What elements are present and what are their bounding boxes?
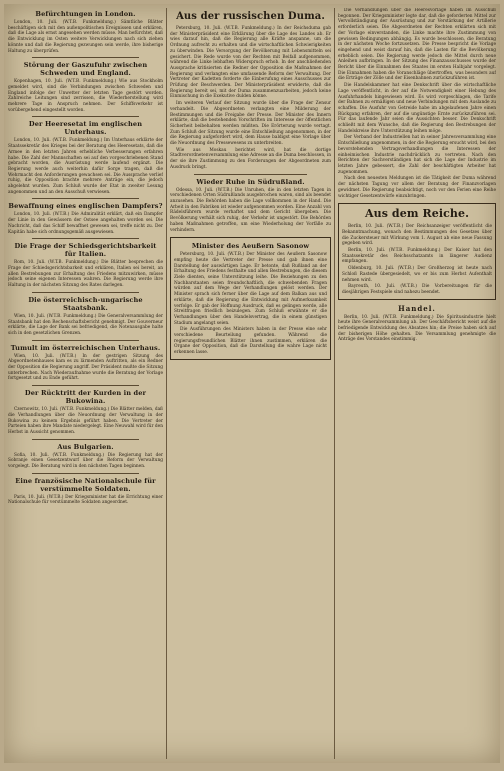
article-heading: Tumult im österreichischen Unterhaus. (10, 343, 161, 352)
article-text: Petersburg, 10. Juli. (W.T.B.) Der Minister des Aeußern Sasonow empfing heute die Vertreter der Presse und gab ihnen eine Darstellung der auswärtigen Lage. Er betonte, daß Rußland an der Erhaltung des Friedens festhalte und allen Bestrebungen, die diesem Ziele dienten, seine Unterstützung leihe. Die Beziehungen zu den Nachbarstaaten seien freundschaftlich, die schwebenden Fragen würden auf dem Wege der Verhandlungen gelöst werden. Der Minister sprach sich ferner über die Lage auf dem Balkan aus und erklärte, daß die Regierung die Entwicklung mit Aufmerksamkeit verfolge. Er gab der Hoffnung Ausdruck, daß es gelingen werde, alle Streitfragen friedlich beizulegen. Zum Schluß erwähnte er die Verhandlungen über den Handelsvertrag, die in einem günstigen Stadium angelangt seien. (174, 252, 327, 326)
article-text: Oldenburg, 10. Juli. (W.T.B.) Der Großherzog ist heute nach Schloß Rastede übergesiedelt, wo er bis zum Herbst Aufenthalt nehmen wird. (342, 266, 492, 283)
article-text: Berlin, 10. Juli. (W.T.B. Funkmeldung.) Die Spiritusindustrie hielt heute ihre Generalversammlung ab. Der Geschäftsbericht weist auf die befriedigende Entwicklung des Absatzes hin; die Preise haben sich auf der bisherigen Höhe gehalten. Die Versammlung genehmigte die Anträge des Vorstandes einstimmig. (338, 314, 496, 343)
article-text: Petersburg, 10. Juli. (W.T.B. Funkmeldung.) In der Reichsduma gab der Ministerpräsident eine Erklärung über die Lage des Landes ab. Er wies darauf hin, daß die Regierung alle Kräfte anspanne, um die Ordnung aufrecht zu erhalten und die wirtschaftlichen Schwierigkeiten zu überwinden. Die Versorgung der Bevölkerung mit Lebensmitteln sei gesichert. Die Rede wurde von der Rechten mit Beifall aufgenommen, während die Linke lebhaften Widerspruch erhob. In der anschließenden Aussprache kritisierten die Redner der Opposition die Maßnahmen der Regierung und verlangten eine umfassende Reform der Verwaltung. Der Vertreter der Kadetten forderte die Einberufung eines Ausschusses zur Prüfung der Beschwerden. Der Ministerpräsident erwiderte, daß die Regierung bereit sei, mit der Duma zusammenzuarbeiten, jedoch keine Einmischung in die Exekutive dulden könne. (170, 26, 331, 100)
article-text: Bayreuth, 10. Juli. (W.T.B.) Die Vorbereitungen für die diesjährigen Festspiele sind nahezu beendet. (342, 284, 492, 295)
article-heading: Bewaffnung eines englischen Dampfers? (8, 202, 163, 211)
article-text: Odessa, 10. Juli. (W.T.B.) Die Unruhen, die in den letzten Tagen in verschiedenen Orten Südrußlands ausgebrochen waren, sind als beendet anzusehen. Die Behörden haben die Lage vollkommen in der Hand. Die Arbeit in den Fabriken ist wieder aufgenommen worden. Eine Anzahl von Rädelsführern wurde verhaftet und dem Gericht übergeben. Die Bevölkerung verhält sich ruhig, der Verkehr ist ungestört. Die Behörden haben Maßnahmen getroffen, um eine Wiederholung der Vorfälle zu verhindern. (170, 187, 331, 233)
divider (32, 439, 139, 440)
article-text: Czernowitz, 10. Juli. (W.T.B. Funkmeldung.) Die Blätter melden, daß die Verhandlungen über die Neuordnung der Verwaltung in der Bukowina zu keinem Ergebnis geführt haben. Die Vertreter der Parteien haben ihre Mandate niedergelegt. Eine Neuwahl wird für den Herbst in Aussicht genommen. (8, 407, 163, 435)
section-heading: Handel. (398, 303, 436, 313)
article-text: Die Verhandlungen über die Heeresvorlage haben im Ausschuß begonnen. Der Kriegsminister legte dar, daß die geforderten Mittel zur Vervollständigung der Ausrüstung und zur Verstärkung der Artillerie erforderlich seien. Die Abgeordneten der Rechten erklärten sich mit der Vorlage einverstanden, die Linke machte ihre Zustimmung von gewissen Bedingungen abhängig. Es wurde beschlossen, die Beratung in der nächsten Woche fortzusetzen. Die Presse bespricht die Vorlage eingehend und weist darauf hin, daß die Lasten für die Bevölkerung erheblich seien. Die Regierung werde jedoch die Mittel durch neue Anleihen aufbringen. In der Sitzung des Finanzausschusses wurde der Bericht über die Einnahmen des Staates im ersten Halbjahr vorgelegt. Die Einnahmen haben die Voranschläge übertroffen, was besonders auf die Erträge der Zölle und der Eisenbahnen zurückzuführen ist. (338, 8, 496, 82)
article-text: Der Verband der Industriellen hat in seiner Jahresversammlung eine Entschließung angenommen, in der die Regierung ersucht wird, bei den bevorstehenden Vertragsverhandlungen die Interessen der einheimischen Industrie nachdrücklich zu vertreten. Nach den Berichten der Sachverständigen hat sich die Lage der Industrie im letzten Jahre gebessert, die Zahl der beschäftigten Arbeiter hat zugenommen. (338, 135, 496, 175)
boxed-article (170, 237, 331, 360)
newspaper-page (4, 4, 500, 763)
article-text: Nach den neuesten Meldungen ist die Tätigkeit der Duma während der nächsten Tagung vor allem der Beratung der Finanzvorlagen gewidmet. Die Regierung beabsichtigt, noch vor den Ferien eine Reihe wichtiger Gesetzentwürfe einzubringen. (338, 176, 496, 199)
article-text: Die Ausführungen des Ministers haben in der Presse eine sehr verschiedene Beurteilung gefunden. Während die regierungsfreundlichen Blätter ihnen zustimmen, erklären die Organe der Opposition, daß die Darstellung die wahre Lage nicht erkennen lasse. (174, 327, 327, 356)
article-heading: Die Frage der Schiedsgerichtsbarkeit für Italien. (14, 242, 157, 259)
article-text: Wie aus Moskau berichtet wird, hat die dortige Stadtverordnetenversammlung eine Adresse an die Duma beschlossen, in der sie ihre Zustimmung zu den Forderungen der Abgeordneten zum Ausdruck bringt. (170, 147, 331, 170)
section-heading: Aus dem Reiche. (364, 207, 470, 221)
article-text: London, 10. Juli. (W.T.B. Funkmeldung.) Im Unterhaus erklärte der Staatssekretär des Krieges bei der Beratung des Heeresetats, daß die Armee in den letzten Jahren erhebliche Verbesserungen erfahren habe. Die Zahl der Mannschaften sei auf den vorgeschriebenen Stand gebracht worden, die Ausrüstung werde laufend ergänzt. Die Regierung werde auch weiterhin dafür Sorge tragen, daß die Wehrmacht den Anforderungen gewachsen sei. Die Aussprache verlief ruhig, die Opposition brachte mehrere Anträge ein, die jedoch abgelehnt wurden. Zum Schluß wurde der Etat in zweiter Lesung angenommen und an den Ausschuß verwiesen. (8, 138, 163, 195)
divider (194, 174, 307, 175)
section-heading: Aus der russischen Duma. (176, 11, 325, 22)
article-text: London, 10. Juli. (W.T.B.) Die Admiralität erklärt, daß ein Dampfer der Linie in den Gewässern der Ostsee angehalten worden sei. Die Nachricht, daß das Schiff bewaffnet gewesen sei, treffe nicht zu. Der Kapitän habe sich ordnungsgemäß ausgewiesen. (8, 212, 163, 235)
article-text: Wien, 10. Juli. (W.T.B.) In der gestrigen Sitzung des Abgeordnetenhauses kam es zu lärmenden Auftritten, als ein Redner der Opposition die Regierung angriff. Der Präsident mußte die Sitzung unterbrechen. Nach Wiederaufnahme wurde die Beratung der Vorlage fortgesetzt und zu Ende geführt. (8, 353, 163, 382)
column-left (8, 8, 163, 759)
article-text: Berlin, 10. Juli. (W.T.B. Funkmeldung.) Der Kaiser hat den Staatssekretär des Reichsschatzamts in längerer Audienz empfangen. (342, 248, 492, 265)
article-text: Berlin, 10. Juli. (W.T.B.) Der Reichsanzeiger veröffentlicht die Bekanntmachung, wonach den Bestimmungen des Gesetzes über die Zuckersteuer mit Wirkung vom 1. August ab eine neue Fassung gegeben wird. (342, 224, 492, 247)
divider (32, 340, 139, 341)
column-rule (166, 8, 167, 759)
article-text: London, 10. Juli. (W.T.B. Funkmeldung.) Sämtliche Blätter beschäftigen sich mit den außenpolitischen Ereignissen und erklären, daß die Lage als ernst angesehen werden müsse. Man befürchtet, daß die Entwicklung im Osten weitere Verwicklungen nach sich ziehen könnte und daß die Regierung gezwungen sein werde, ihre bisherige Haltung zu überprüfen. (8, 20, 163, 54)
article-heading: Der Rücktritt der Kurden in der Bukowina. (24, 389, 147, 406)
boxed-section (338, 203, 496, 299)
column-rule (334, 8, 335, 759)
divider (32, 385, 139, 386)
article-heading: Der Heeresetat im englischen Unterhaus. (28, 120, 143, 137)
divider (32, 198, 139, 199)
divider (32, 238, 139, 239)
divider (32, 473, 139, 474)
divider (32, 116, 139, 117)
article-text: Paris, 10. Juli. (W.T.B.) Der Kriegsminister hat die Errichtung einer Nationalschule für verstümmelte Soldaten angeordnet. (8, 494, 163, 506)
article-text: Wien, 10. Juli. (W.T.B. Funkmeldung.) Die Generalversammlung der Staatsbank hat den Rechenschaftsbericht genehmigt. Der Gouverneur erklärte, die Lage der Bank sei befriedigend, die Notenausgabe halte sich in den gesetzlichen Grenzen. (8, 313, 163, 336)
article-text: Rom, 10. Juli. (W.T.B. Funkmeldung.) Die Blätter besprechen die Frage der Schiedsgerichtsbarkeit und erklären, Italien sei bereit, an allen Bestrebungen zur Erhaltung des Friedens mitzuwirken, müsse jedoch seine eigenen Interessen wahren. Die Regierung werde ihre Haltung in der nächsten Sitzung des Rates darlegen. (8, 260, 163, 289)
article-text: Im weiteren Verlauf der Sitzung wurde über die Frage der Zensur verhandelt. Die Abgeordneten verlangten eine Milderung der Bestimmungen und die Freigabe der Presse. Der Minister des Innern erklärte, daß die bestehenden Vorschriften im Interesse der öffentlichen Sicherheit beibehalten werden müßten. Die Erörterung wurde vertagt. Zum Schluß der Sitzung wurde eine Entschließung angenommen, in der die Regierung aufgefordert wird, dem Hause baldigst eine Vorlage über die Neuordnung des Pressewesens zu unterbreiten. (170, 101, 331, 147)
divider (32, 57, 139, 58)
article-text: Kopenhagen, 10. Juli. (W.T.B. Funkmeldung.) Wie aus Stockholm gemeldet wird, sind die Verbindungen zwischen Schweden und England infolge der Unwetter der letzten Tage gestört worden. Zahlreiche Leitungen sind zerrissen, die Wiederherstellung wird mehrere Tage in Anspruch nehmen. Der Schiffsverkehr ist vorübergehend eingestellt worden. (8, 79, 163, 113)
article-text: Sofia, 10. Juli. (W.T.B. Funkmeldung.) Die Regierung hat der Sobranje einen Gesetzentwurf über die Reform der Verwaltung vorgelegt. Die Beratung wird in den nächsten Tagen beginnen. (8, 452, 163, 470)
article-heading: Aus Bulgarien. (57, 442, 114, 451)
column-middle (170, 8, 331, 759)
article-heading: Eine französische Nationalschule für verstümmelte Soldaten. (15, 476, 156, 493)
article-heading: Störung der Gaszufuhr zwischen Schweden und England. (23, 61, 148, 78)
article-heading: Minister des Aeußern Sasonow (191, 242, 310, 251)
column-right (338, 8, 496, 759)
article-text: Die Handelskammer hat eine Denkschrift über die wirtschaftliche Lage veröffentlicht, in der auf die Notwendigkeit einer Hebung des Ausfuhrhandels hingewiesen wird. Es wird vorgeschlagen, die Tarife der Bahnen zu ermäßigen und neue Verbindungen mit dem Auslande zu schaffen. Die Ausfuhr von Getreide habe im abgelaufenen Jahre einen Rückgang erfahren, der auf die ungünstige Ernte zurückzuführen sei. Für das laufende Jahr seien die Aussichten besser. Die Denkschrift schließt mit dem Wunsche, daß die Regierung den Bestrebungen der Handelskreise ihre Unterstützung leihen möge. (338, 83, 496, 134)
article-heading: Wieder Ruhe in Südrußland. (196, 177, 305, 186)
article-heading: Die österreichisch-ungarische Staatsbank. (28, 295, 143, 312)
article-heading: Befürchtungen in London. (35, 10, 136, 18)
divider (32, 292, 139, 293)
